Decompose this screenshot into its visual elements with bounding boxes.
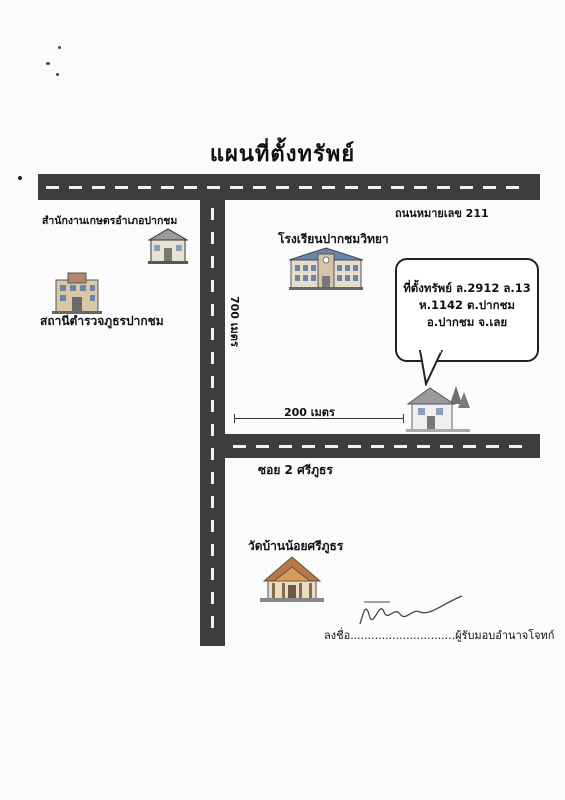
- road-dash: [483, 186, 496, 189]
- road-dash: [211, 472, 214, 484]
- road-dash: [115, 186, 128, 189]
- road-dash: [211, 544, 214, 556]
- property-line-2: ห.1142 ต.ปากชม: [419, 298, 515, 312]
- road-dash: [211, 208, 214, 220]
- road-dash: [211, 424, 214, 436]
- property-house-icon: [406, 382, 470, 432]
- road-dash: [211, 352, 214, 364]
- handwritten-signature: [350, 590, 470, 632]
- road-dash: [253, 186, 266, 189]
- signature-dots: ..............................: [350, 629, 456, 642]
- agri-office-icon: [148, 226, 188, 264]
- signature-prefix: ลงชื่อ: [324, 629, 351, 642]
- distance-tick-left: [234, 414, 235, 423]
- road-dash: [506, 186, 519, 189]
- police-station-label: สถานีตำรวจภูธรปากชม: [40, 314, 164, 328]
- road-dash: [509, 445, 522, 448]
- soi-road-label: ซอย 2 ศรีภูธร: [258, 463, 333, 477]
- school-icon: [289, 246, 363, 290]
- vertical-distance-label: 700 เมตร: [228, 296, 241, 347]
- road-dash: [460, 186, 473, 189]
- horizontal-distance-label: 200 เมตร: [284, 406, 335, 419]
- road-dash: [463, 445, 476, 448]
- callout-tail: [418, 350, 448, 386]
- road-dash: [486, 445, 499, 448]
- road-dash: [161, 186, 174, 189]
- school-label: โรงเรียนปากชมวิทยา: [278, 232, 389, 246]
- road-dash: [211, 328, 214, 340]
- scan-mark: [58, 46, 61, 49]
- road-dash: [325, 445, 338, 448]
- road-dash: [184, 186, 197, 189]
- road-dash: [233, 445, 246, 448]
- map-title: แผนที่ตั้งทรัพย์: [209, 142, 356, 167]
- road-dash: [276, 186, 289, 189]
- road-dash: [414, 186, 427, 189]
- road-dash: [211, 304, 214, 316]
- road-dash: [211, 280, 214, 292]
- road-dash: [417, 445, 430, 448]
- road-dash: [299, 186, 312, 189]
- road-dash: [138, 186, 151, 189]
- property-callout: [395, 258, 539, 362]
- scan-mark: [46, 62, 50, 65]
- temple-icon: [260, 553, 324, 603]
- scan-mark: [56, 73, 59, 76]
- road-dash: [211, 496, 214, 508]
- road-dash: [279, 445, 292, 448]
- road-dash: [211, 256, 214, 268]
- road-dash: [69, 186, 82, 189]
- road-dash: [345, 186, 358, 189]
- road-dash: [394, 445, 407, 448]
- road-dash: [211, 592, 214, 604]
- road-dash: [92, 186, 105, 189]
- road-dash: [440, 445, 453, 448]
- temple-label: วัดบ้านน้อยศรีภูธร: [248, 539, 344, 553]
- road-dash: [256, 445, 269, 448]
- road-dash: [211, 568, 214, 580]
- vertical-road: [200, 200, 225, 646]
- police-station-icon: [52, 270, 102, 314]
- soi-road: [225, 434, 540, 458]
- road-dash: [348, 445, 361, 448]
- main-road: [38, 174, 540, 200]
- distance-tick-right: [403, 414, 404, 423]
- road-dash: [211, 400, 214, 412]
- road-dash: [211, 520, 214, 532]
- road-dash: [211, 616, 214, 628]
- road-dash: [230, 186, 243, 189]
- road-dash: [302, 445, 315, 448]
- road-dash: [371, 445, 384, 448]
- signature-role: ผู้รับมอบอำนาจโจทก์: [455, 629, 555, 642]
- property-line-1: ที่ตั้งทรัพย์ ล.2912 ล.13: [403, 281, 531, 295]
- road-dash: [211, 448, 214, 460]
- road-dash: [368, 186, 381, 189]
- road-dash: [211, 232, 214, 244]
- road-dash: [322, 186, 335, 189]
- main-road-label: ถนนหมายเลข 211: [395, 207, 489, 220]
- road-dash: [211, 376, 214, 388]
- scan-mark: [18, 176, 22, 180]
- property-line-3: อ.ปากชม จ.เลย: [426, 315, 508, 329]
- road-dash: [391, 186, 404, 189]
- agri-office-label: สำนักงานเกษตรอำเภอปากชม: [42, 215, 178, 227]
- road-dash: [207, 186, 220, 189]
- road-dash: [437, 186, 450, 189]
- road-dash: [46, 186, 59, 189]
